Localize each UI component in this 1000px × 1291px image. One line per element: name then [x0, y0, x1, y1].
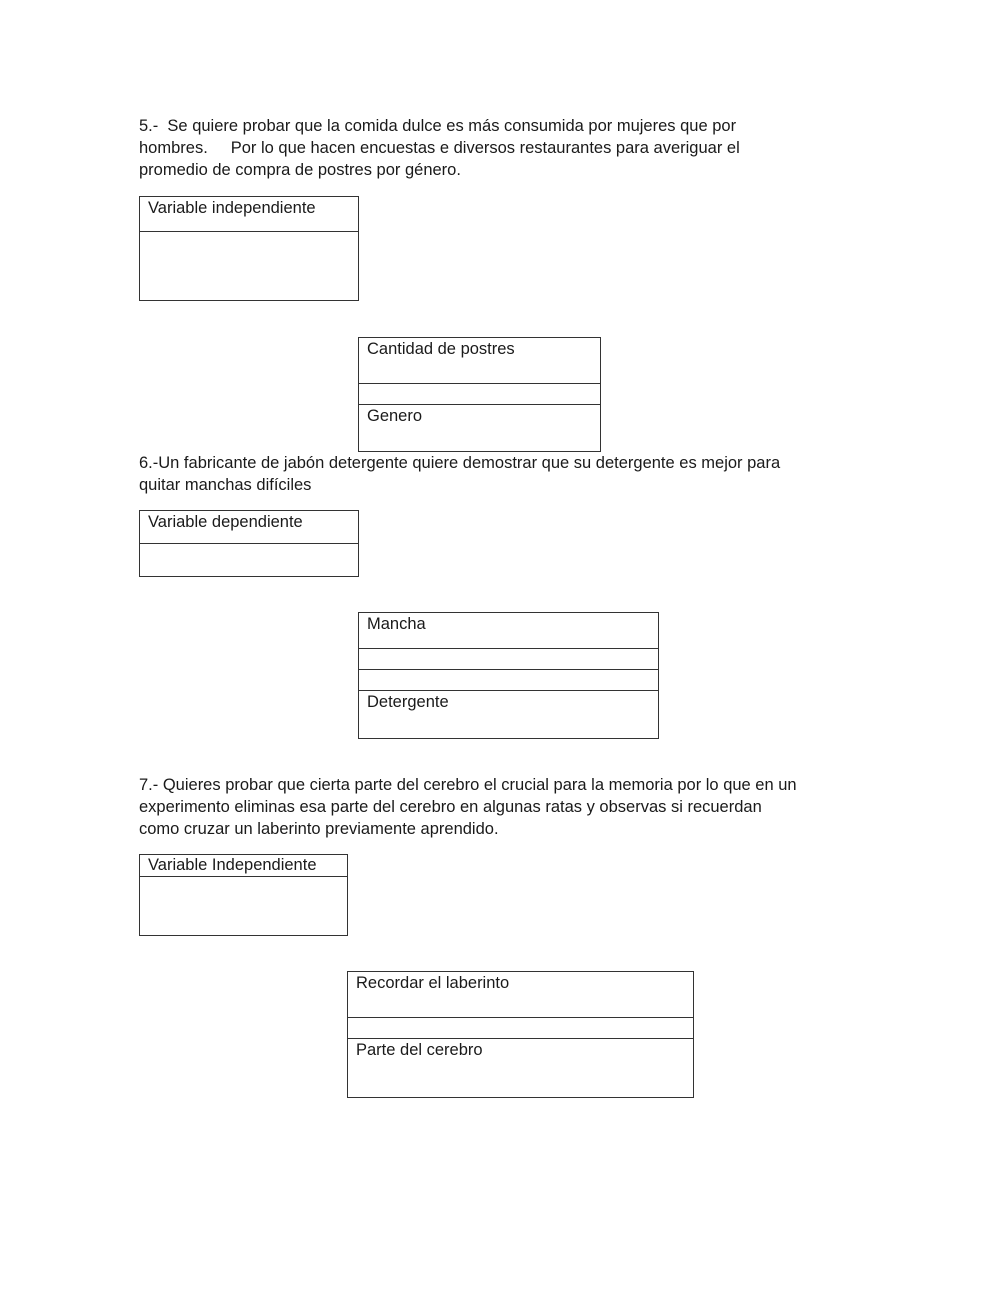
q5-blank-row — [359, 383, 600, 405]
q6-options-box — [358, 612, 659, 739]
question-line: como cruzar un laberinto previamente aprendido. — [139, 820, 499, 838]
q7-option-parte-del-cerebro[interactable] — [348, 1038, 693, 1097]
q7-answer-label: Variable Independiente — [148, 856, 317, 874]
option-label: Detergente — [367, 693, 449, 711]
q6-blank-row — [359, 669, 658, 691]
q6-answer-drop-zone[interactable] — [140, 543, 358, 576]
q7-answer-drop-zone[interactable] — [140, 876, 347, 935]
question-line: experimento eliminas esa parte del cerebro en algunas ratas y observas si recuerdan — [139, 798, 762, 816]
question-5-text — [139, 115, 869, 181]
question-line: 6.-Un fabricante de jabón detergente quiere demostrar que su detergente es mejor para — [139, 454, 781, 472]
question-6-text — [139, 452, 869, 496]
question-line: 7.- Quieres probar que cierta parte del cerebro el crucial para la memoria por lo que en un — [139, 776, 797, 794]
question-line: promedio de compra de postres por género. — [139, 161, 461, 179]
question-line: hombres. Por lo que hacen encuestas e diversos restaurantes para averiguar el — [139, 139, 740, 157]
q6-blank-row — [359, 648, 658, 670]
q7-option-recordar-el-laberinto[interactable] — [348, 972, 693, 1017]
q6-option-mancha[interactable] — [359, 613, 658, 648]
q5-options-box — [358, 337, 601, 452]
q6-option-detergente[interactable] — [359, 690, 658, 738]
q5-option-cantidad-de-postres[interactable] — [359, 338, 600, 383]
question-line: quitar manchas difíciles — [139, 476, 312, 494]
option-label: Recordar el laberinto — [356, 974, 510, 992]
q5-answer-box — [139, 196, 359, 301]
q7-answer-box — [139, 854, 348, 936]
option-label: Genero — [367, 407, 423, 425]
option-label: Cantidad de postres — [367, 340, 515, 358]
q7-options-box — [347, 971, 694, 1098]
question-line: 5.- Se quiere probar que la comida dulce es más consumida por mujeres que por — [139, 117, 737, 135]
q6-answer-box — [139, 510, 359, 577]
option-label: Parte del cerebro — [356, 1041, 483, 1059]
q6-answer-label: Variable dependiente — [148, 513, 303, 531]
q5-answer-drop-zone[interactable] — [140, 231, 358, 300]
q5-answer-label: Variable independiente — [148, 199, 316, 217]
question-7-text — [139, 774, 869, 840]
q5-option-genero[interactable] — [359, 404, 600, 451]
option-label: Mancha — [367, 615, 426, 633]
q7-blank-row — [348, 1017, 693, 1039]
